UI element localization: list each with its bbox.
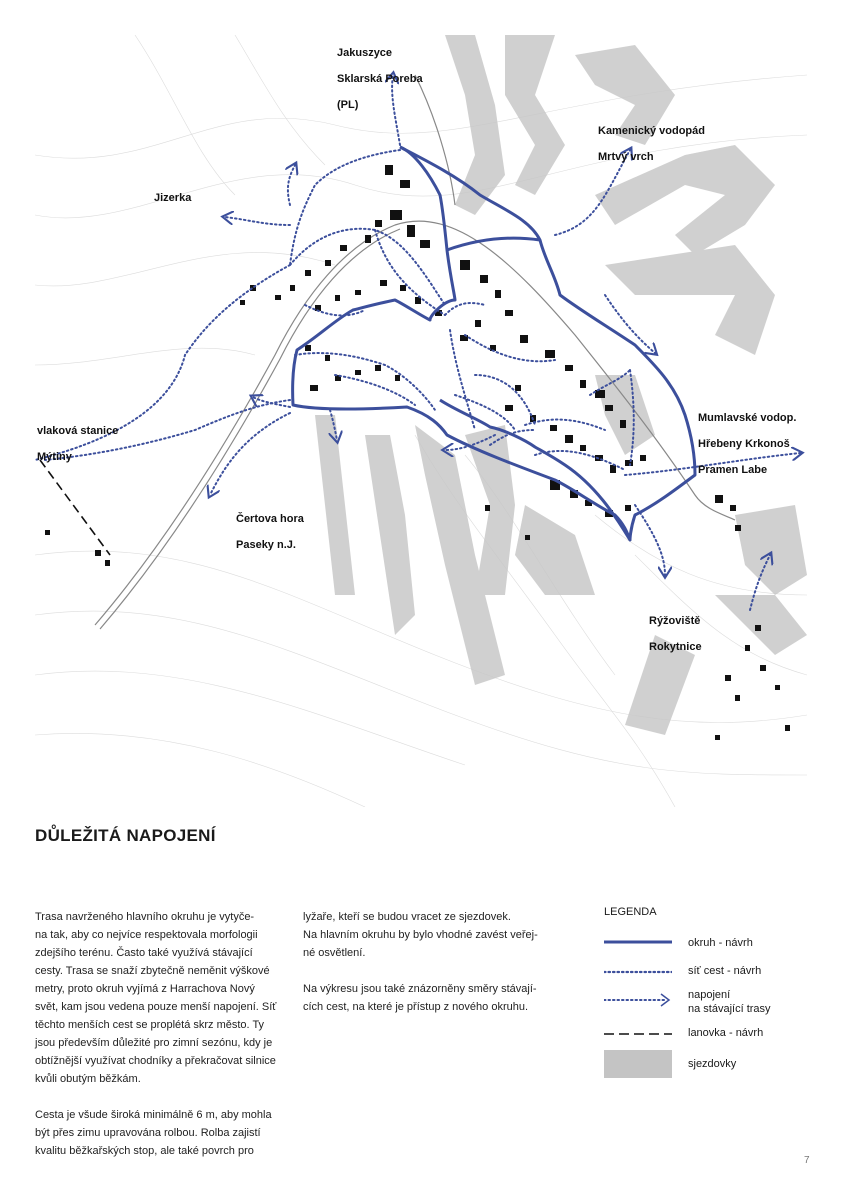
label-line: Mrtvý vrch [598,151,654,163]
legend-label: okruh - návrh [688,937,753,949]
label-line: Jizerka [154,192,192,204]
label-line: Jakuszyce [337,47,393,59]
label-line: Paseky n.J. [236,539,296,551]
dotted-arrow-icon [604,988,672,1012]
legend [604,906,814,1082]
label-line: Mumlavské vodop. [698,412,797,424]
legend-item-slopes [604,1050,814,1082]
legend-label: sjezdovky [688,1058,737,1070]
legend-item-cable-car [604,1022,814,1050]
page-title: DŮLEŽITÁ NAPOJENÍ [35,826,216,845]
label-mytiny [37,412,118,477]
paragraph: Na výkresu jsou také znázorněny směry stávají- cích cest, na které je přístup z nového okruhu. [303,983,537,1013]
label-line: Čertova hora [236,513,304,525]
text-column-1 [35,908,295,1178]
gray-box-icon [604,1050,672,1078]
solid-line-icon [604,932,672,956]
label-line: Rýžoviště [649,615,701,627]
label-line: (PL) [337,99,359,111]
label-ryzoviste [649,602,702,667]
legend-item-network [604,960,814,988]
legend-item-connection [604,988,814,1022]
page-number: 7 [804,1155,810,1166]
label-kamenicky [598,112,705,177]
label-jakuszyce [337,34,423,125]
text-column-2 [303,908,563,1034]
label-certova [236,500,304,565]
label-line: Mýtiny [37,451,72,463]
dotted-line-icon [604,960,672,984]
label-line: vlaková stanice [37,425,119,437]
legend-item-route [604,932,814,960]
label-line: Sklarská Poreba [337,73,423,85]
legend-label: lanovka - návrh [688,1027,764,1039]
legend-label: napojení na stávající trasy [688,989,771,1015]
legend-label: síť cest - návrh [688,965,762,977]
label-mumlavske [698,399,796,490]
paragraph: Trasa navrženého hlavního okruhu je vytyče- na tak, aby co nejvíce respektovala morfologii zdejšího terénu. Často také využívá stávající cesty. Trasa se snaží zbytečně neměnit výškové metry, proto okruh vyjímá z Harrachova Nový svět, kam jsou vedena pouze menší napojení. Síť těchto menších cest se proplétá skrz město. Ty jsou především důležité pro zimní sezónu, kdy je obtížnější využívat chodníky a překračovat silnice kvůli obutým běžkám. [35,911,277,1085]
paragraph: lyžaře, kteří se budou vracet ze sjezdovek. Na hlavním okruhu by bylo vhodné zavést veřej- né osvětlení. [303,911,538,959]
label-line: Hřebeny Krkonoš [698,438,790,450]
legend-title: LEGENDA [604,906,657,918]
dashed-line-icon [604,1022,672,1046]
label-line: Kamenický vodopád [598,125,705,137]
paragraph: Cesta je všude široká minimálně 6 m, aby mohla být přes zimu upravována rolbou. Rolba zajistí kvalitu běžkařských stop, ale také povrch pro [35,1109,272,1157]
label-jizerka [154,179,191,218]
label-line: Pramen Labe [698,464,768,476]
label-line: Rokytnice [649,641,702,653]
